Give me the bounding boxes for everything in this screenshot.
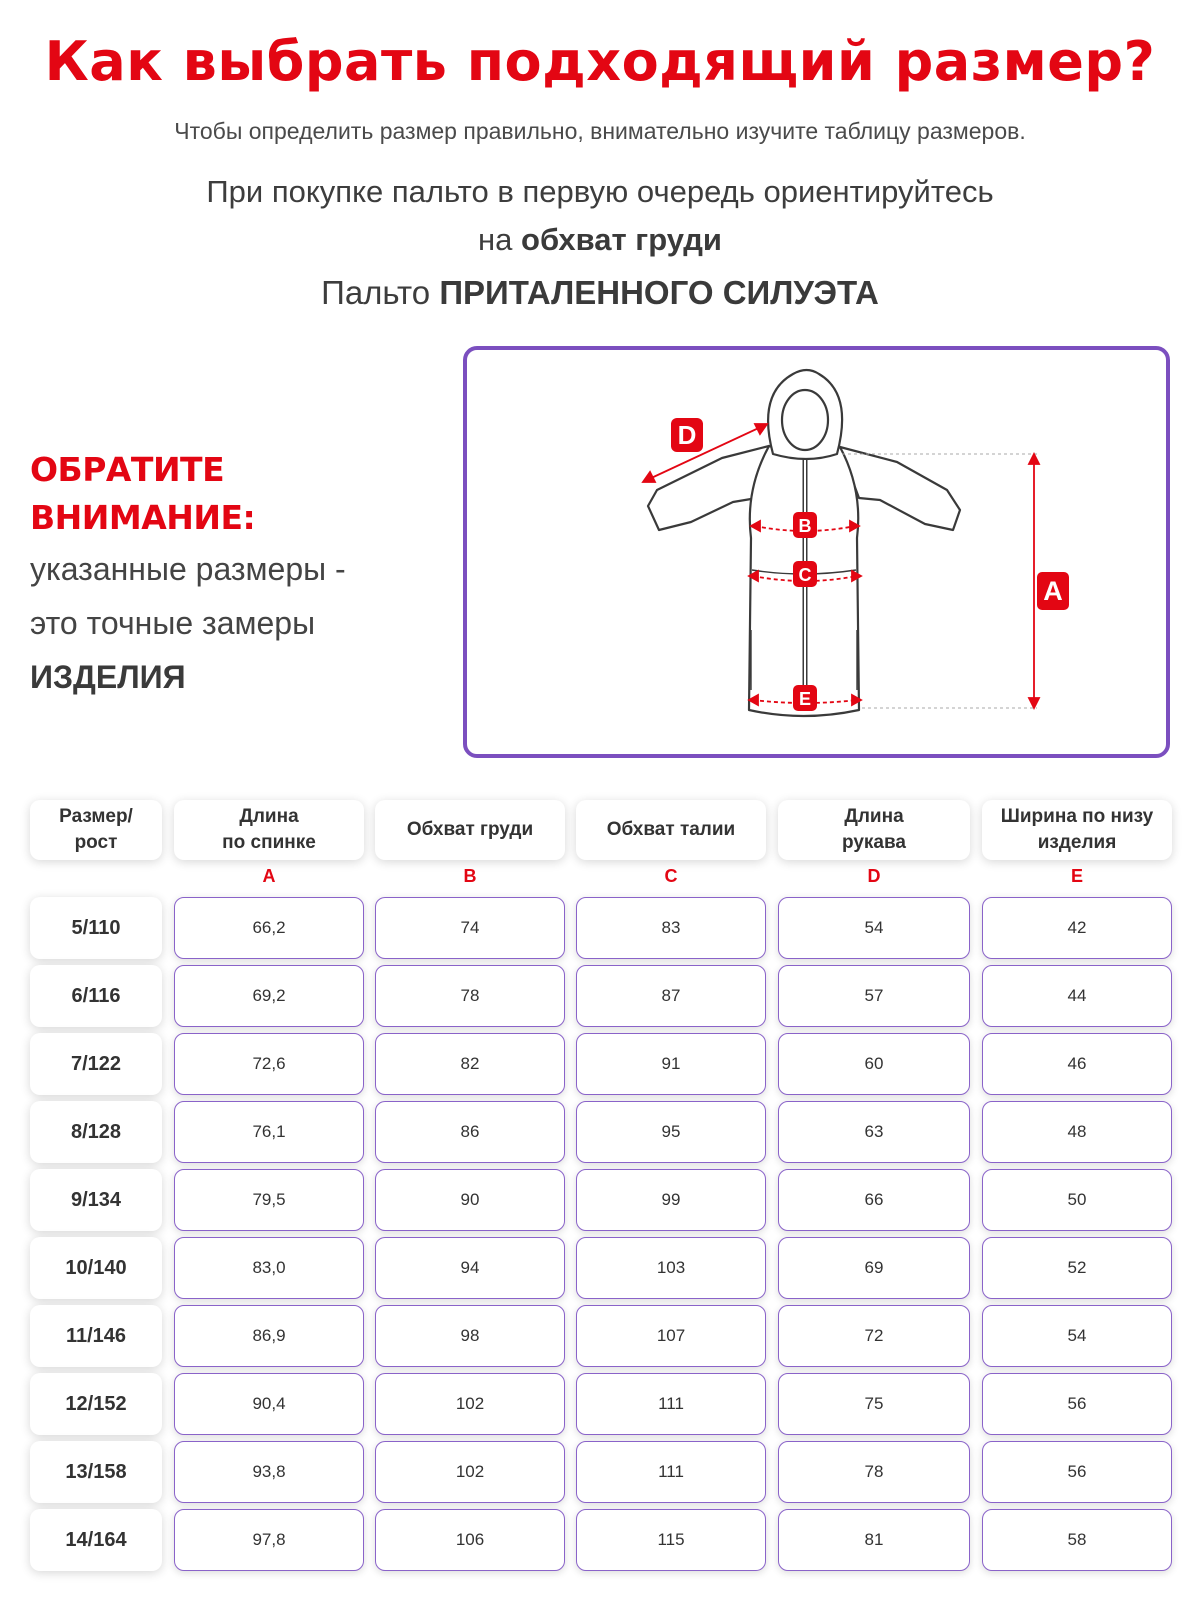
badge-e — [793, 685, 817, 711]
value-cell: 60 — [778, 1033, 970, 1095]
value-cell: 98 — [375, 1305, 565, 1367]
value-cell: 72,6 — [174, 1033, 364, 1095]
size-cell: 14/164 — [30, 1509, 162, 1571]
value-cell: 86 — [375, 1101, 565, 1163]
value-cell: 115 — [576, 1509, 766, 1571]
column-header: Длина рукава — [778, 800, 970, 860]
size-cell: 13/158 — [30, 1441, 162, 1503]
attention-line-1: указанные размеры - — [30, 551, 346, 587]
advice-prefix: на — [478, 222, 513, 257]
size-cell: 10/140 — [30, 1237, 162, 1299]
badge-c — [793, 561, 817, 587]
silhouette-prefix: Пальто — [321, 274, 431, 311]
page-title: Как выбрать подходящий размер? — [44, 30, 1156, 93]
value-cell: 99 — [576, 1169, 766, 1231]
badge-b-label: B — [798, 516, 812, 536]
value-cell: 93,8 — [174, 1441, 364, 1503]
value-cell: 78 — [375, 965, 565, 1027]
value-cell: 79,5 — [174, 1169, 364, 1231]
silhouette-note — [0, 274, 1200, 312]
value-cell: 72 — [778, 1305, 970, 1367]
advice-line-2 — [0, 216, 1200, 264]
badge-d — [671, 418, 703, 452]
size-cell: 8/128 — [30, 1101, 162, 1163]
value-cell: 56 — [982, 1373, 1172, 1435]
advice-bold: обхват груди — [521, 222, 722, 257]
value-cell: 87 — [576, 965, 766, 1027]
value-cell: 42 — [982, 897, 1172, 959]
chest-advice — [0, 168, 1200, 264]
column-letter: C — [664, 866, 678, 886]
size-cell: 11/146 — [30, 1305, 162, 1367]
value-cell: 66 — [778, 1169, 970, 1231]
column-header: Длина по спинке — [174, 800, 364, 860]
value-cell: 44 — [982, 965, 1172, 1027]
value-cell: 56 — [982, 1441, 1172, 1503]
value-cell: 83 — [576, 897, 766, 959]
value-cell: 74 — [375, 897, 565, 959]
column-header: Ширина по низу изделия — [982, 800, 1172, 860]
coat-illustration — [467, 350, 1166, 754]
value-cell: 48 — [982, 1101, 1172, 1163]
value-cell: 83,0 — [174, 1237, 364, 1299]
value-cell: 78 — [778, 1441, 970, 1503]
value-cell: 50 — [982, 1169, 1172, 1231]
attention-line-3: ИЗДЕЛИЯ — [30, 659, 186, 695]
badge-d-label: D — [677, 420, 697, 450]
value-cell: 107 — [576, 1305, 766, 1367]
value-cell: 66,2 — [174, 897, 364, 959]
value-cell: 111 — [576, 1441, 766, 1503]
value-cell: 103 — [576, 1237, 766, 1299]
value-cell: 111 — [576, 1373, 766, 1435]
value-cell: 63 — [778, 1101, 970, 1163]
value-cell: 75 — [778, 1373, 970, 1435]
size-cell: 5/110 — [30, 897, 162, 959]
size-cell: 9/134 — [30, 1169, 162, 1231]
value-cell: 81 — [778, 1509, 970, 1571]
badge-e-label: E — [798, 689, 812, 709]
column-header: Размер/ рост — [30, 800, 162, 860]
value-cell: 54 — [982, 1305, 1172, 1367]
badge-b — [793, 512, 817, 538]
attention-line-2: это точные замеры — [30, 605, 316, 641]
value-cell: 58 — [982, 1509, 1172, 1571]
value-cell: 102 — [375, 1441, 565, 1503]
size-cell: 6/116 — [30, 965, 162, 1027]
value-cell: 76,1 — [174, 1101, 364, 1163]
value-cell: 69 — [778, 1237, 970, 1299]
attention-note — [30, 446, 450, 704]
value-cell: 57 — [778, 965, 970, 1027]
column-header: Обхват талии — [576, 800, 766, 860]
column-letter: E — [1070, 866, 1083, 886]
advice-line-1: При покупке пальто в первую очередь ориентируйтесь — [206, 174, 994, 209]
value-cell: 69,2 — [174, 965, 364, 1027]
value-cell: 82 — [375, 1033, 565, 1095]
value-cell: 90,4 — [174, 1373, 364, 1435]
size-cell: 12/152 — [30, 1373, 162, 1435]
value-cell: 102 — [375, 1373, 565, 1435]
attention-heading: ОБРАТИТЕ ВНИМАНИЕ: — [30, 450, 256, 537]
column-header: Обхват груди — [375, 800, 565, 860]
value-cell: 86,9 — [174, 1305, 364, 1367]
value-cell: 91 — [576, 1033, 766, 1095]
value-cell: 95 — [576, 1101, 766, 1163]
value-cell: 52 — [982, 1237, 1172, 1299]
page-subtitle: Чтобы определить размер правильно, внимательно изучите таблицу размеров. — [174, 118, 1026, 144]
badge-a — [1037, 572, 1069, 610]
size-cell: 7/122 — [30, 1033, 162, 1095]
value-cell: 90 — [375, 1169, 565, 1231]
value-cell: 46 — [982, 1033, 1172, 1095]
value-cell: 94 — [375, 1237, 565, 1299]
value-cell: 97,8 — [174, 1509, 364, 1571]
column-letter: B — [463, 866, 477, 886]
silhouette-bold: ПРИТАЛЕННОГО СИЛУЭТА — [439, 274, 879, 311]
badge-c-label: C — [798, 565, 812, 585]
column-letter: A — [262, 866, 276, 886]
coat-diagram — [463, 346, 1170, 758]
value-cell: 54 — [778, 897, 970, 959]
column-letter: D — [867, 866, 881, 886]
badge-a-label: A — [1043, 576, 1063, 606]
value-cell: 106 — [375, 1509, 565, 1571]
